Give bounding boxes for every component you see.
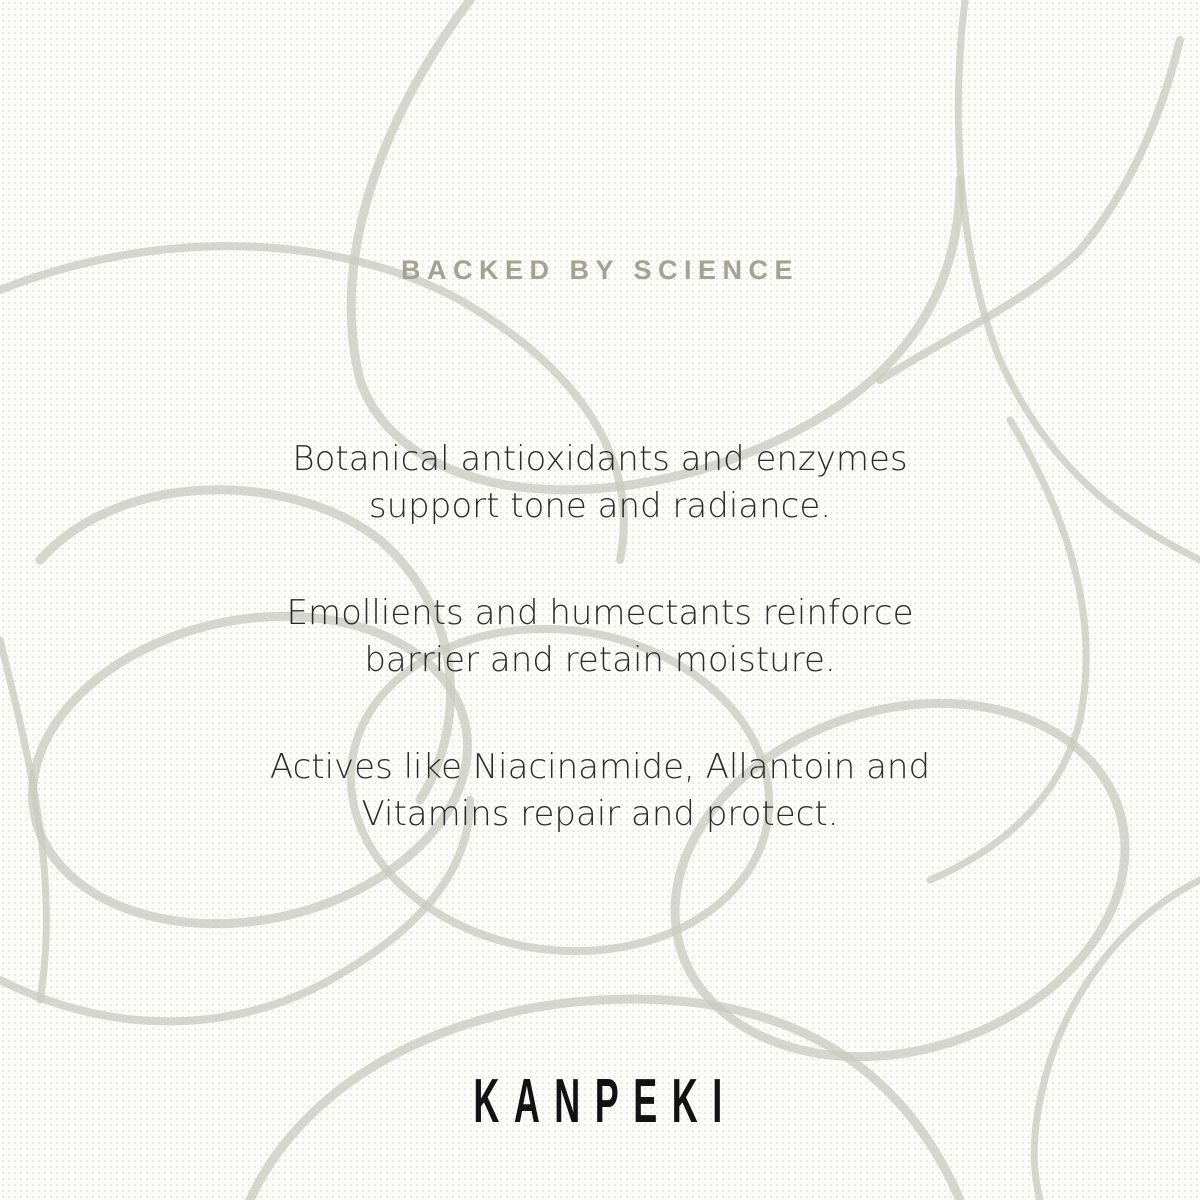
sketch-stroke-right-curl: [880, 40, 1180, 380]
sketch-stroke-top-arc: [351, 0, 960, 490]
benefit-statements: [150, 436, 1050, 898]
statement-line: Vitamins repair and protect.: [361, 794, 839, 834]
statement-line: Actives like Niacinamide, Allantoin and: [269, 747, 931, 787]
sketch-stroke-bottom-right: [1034, 880, 1200, 1200]
statement-line: barrier and retain moisture.: [364, 640, 836, 680]
benefit-statement: [150, 744, 1050, 838]
section-heading: BACKED BY SCIENCE: [400, 255, 800, 285]
statement-line: support tone and radiance.: [368, 486, 832, 526]
statement-line: Emollients and humectants reinforce: [286, 593, 914, 633]
brand-logo: KANPEKI: [473, 1067, 737, 1136]
sketch-stroke-far-left: [0, 640, 46, 1000]
benefit-statement: [150, 436, 1050, 530]
benefit-statement: [150, 590, 1050, 684]
statement-line: Botanical antioxidants and enzymes: [292, 439, 908, 479]
